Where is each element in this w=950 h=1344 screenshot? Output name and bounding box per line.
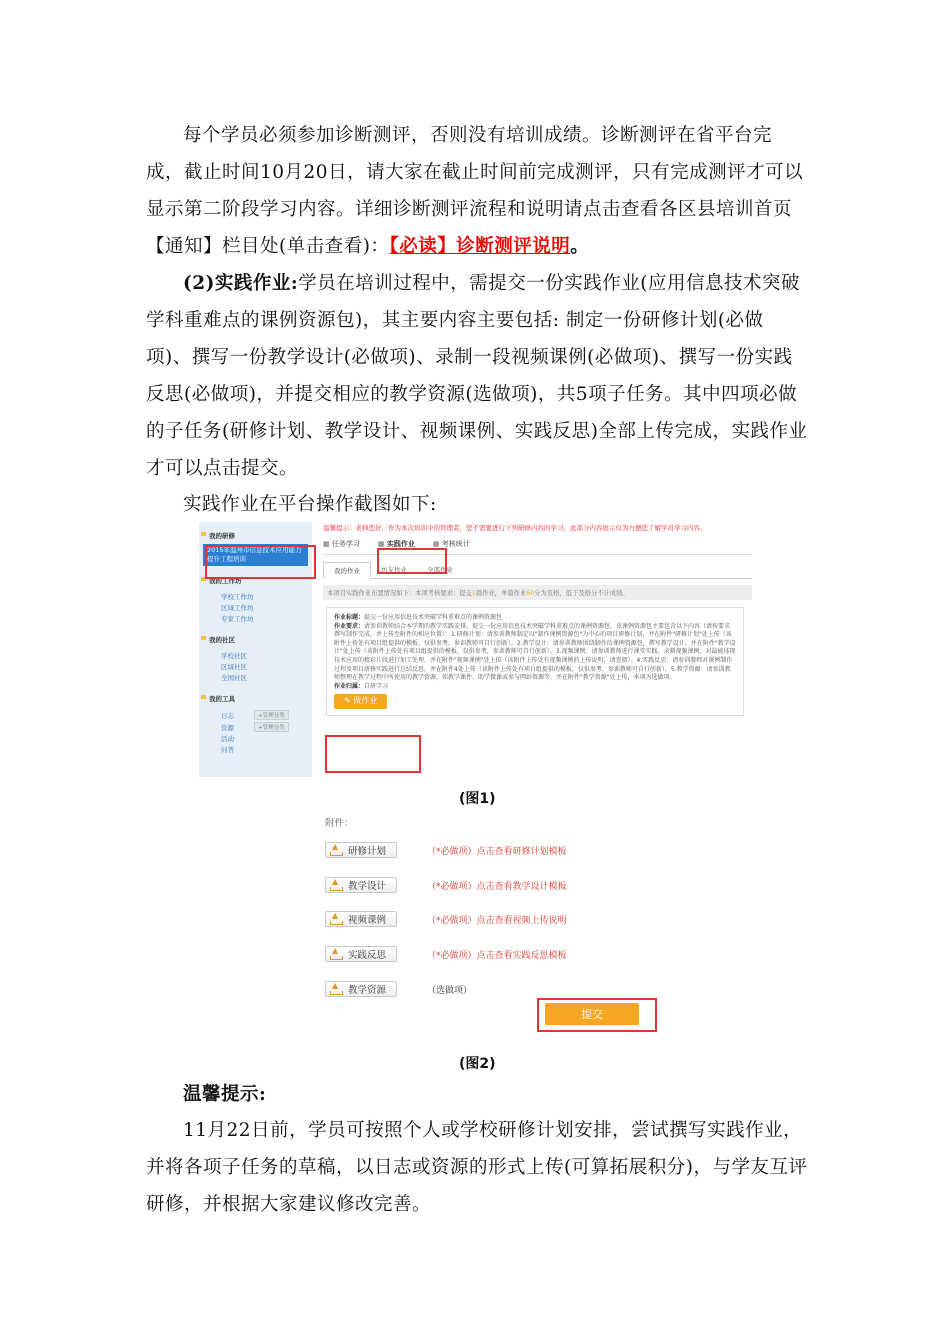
reflection-template-link[interactable]: （*必做项）点击查看实践反思模板 [427, 950, 567, 961]
tab-task-study[interactable]: ▦ 任务学习 [323, 539, 360, 549]
paragraph-screenshot-intro: 实践作业在平台操作截图如下: [183, 494, 437, 515]
sidebar-item-region-community[interactable]: 区域社区 [221, 663, 247, 671]
upload-icon [329, 879, 343, 891]
attachment-row [325, 910, 567, 928]
figure-2-attachments [322, 812, 662, 1037]
attachment-row [325, 945, 567, 963]
sidebar-item-training[interactable]: 2015年温州市信息技术应用能力提升工程培训 [203, 544, 308, 566]
figure-1-screenshot [199, 522, 752, 777]
upload-design-button[interactable]: ▲ 教学设计 [325, 877, 397, 893]
attachment-row [325, 876, 567, 894]
highlight-box [377, 548, 447, 574]
paragraph-tips: 11月22日前，学员可按照个人或学校研修计划安排，尝试撰写实践作业，并将各项子任务的草稿，以日志或资源的形式上传(可算拓展积分)，与学友互评研修，并根据大家建议修改完善。 [146, 1120, 808, 1215]
tab-assessment[interactable]: ▦ 考核统计 [433, 539, 470, 549]
sidebar-item-expert-studio[interactable]: 专家工作坊 [221, 615, 254, 623]
sidebar-item-school-community[interactable]: 学校社区 [221, 652, 247, 660]
caption-figure-2: (图2) [459, 1056, 496, 1072]
upload-icon [329, 844, 343, 856]
upload-resource-button[interactable]: ▲ 教学资源 [325, 981, 397, 997]
upload-reflection-button[interactable]: ▲ 实践反思 [325, 946, 397, 962]
sidebar-head-my-training: 我的研修 [199, 528, 312, 542]
caption-figure-1: (图1) [459, 791, 496, 807]
paragraph-assessment: 每个学员必须参加诊断测评，否则没有培训成绩。诊断测评在省平台完成，截止时间10月20日，请大家在截止时间前完成测评，只有完成测评才可以显示第二阶段学习内容。详细诊断测评流程和说明请点击查看各区县培训首页【通知】栏目处(单击查看)：【必读】诊断测评说明。 [146, 125, 804, 257]
attachment-title: 附件： [325, 818, 354, 829]
upload-icon [329, 983, 343, 995]
sidebar-head-my-community: 我的社区 [199, 632, 312, 646]
plan-template-link[interactable]: （*必做项）点击查看研修计划模板 [427, 846, 567, 857]
paragraph-practice: (2)实践作业:学员在培训过程中，需提交一份实践作业(应用信息技术突破学科重难点的课例资源包)，其主要内容主要包括: 制定一份研修计划(必做项)、撰写一份教学设计(必做项)、录制一段视频课例(必做项)、撰写一份实践反思(必做项)，并提交相应的教学资源(选做项)，共5项子任务。其中四项必做的子任务(研修计划、教学设计、视频课例、实践反思)全部上传完成，实践作业才可以点击提交。 [146, 273, 808, 479]
tips-heading: 温馨提示: [183, 1084, 267, 1105]
optional-label: （选做项） [427, 985, 473, 996]
homework-requirements: 作业要求：请参训教师结合本学期的教学实践安排，提交一份应用信息技术突破学科重难点的课例资源包，该课例资源包主要包含以下内容（请按要求撰写制作完成，并上传至附件的相应位置）：1.研修计划：请参训教师制定以"制作课例资源包"为中心的项目研修计划，并在附件"研修计划"处上传（该附件上传处有项目组提供的模板，仅供参考，参训教师可自行创新）。2.教学设计：请参训教师围绕制作的课例资源包，撰写教学设计，并在附件"教学设计"处上传（该附件上传处有项目组提供的模板，仅供参考，参训教师可自行创新）。3.视频课例：请参训教师进行课堂实践，录制视频课例；对最能体现技术应用的精彩片段进行加工处理，并在附件"视频课例"处上传（该附件上传处有视频课例的上传说明，请查阅）。4.实践反思：请参训教师对课例制作过程及项目研修实践进行总结反思，并在附件4处上传（该附件上传处有项目组提供的模板，仅供参考，参训教师可自行创新）。5.教学资源：请参训教师整理在教学过程中所使用的教学资源，如教学课件、助学微课或参与网站资源等，并在附件"教学资源"处上传，本项为选做项。 [334, 622, 736, 682]
highlight-box [537, 998, 657, 1032]
manage-category-button[interactable]: +管理分类 [254, 722, 289, 732]
highlight-box [205, 545, 316, 579]
homework-title: 作业标题：提交一份应用信息技术突破学科重难点的课例资源包 [334, 614, 503, 621]
do-homework-button[interactable]: ✎ 做作业 [334, 694, 387, 709]
attachment-row [325, 841, 567, 859]
sidebar-item-activity[interactable]: 活动 [221, 735, 234, 743]
video-instructions-link[interactable]: （*必做项）点击查看视频上传说明 [427, 915, 567, 926]
design-template-link[interactable]: （*必做项）点击查看教学设计模板 [427, 881, 567, 892]
sidebar-item-resource[interactable]: 资源 +管理分类 [199, 721, 312, 733]
edit-icon: ✎ [344, 696, 354, 706]
upload-icon [329, 913, 343, 925]
practice-heading: (2)实践作业: [183, 273, 299, 294]
requirement-info: 本项目实践作业布置情况如下：本项考核要求：提交1篇作业，单篇作业60分为及格，低于及格分不计成绩。 [323, 585, 752, 600]
sidebar-item-blog[interactable]: 日志 +管理分类 [199, 709, 312, 721]
sidebar-head-my-studio: 我的工作坊 [199, 573, 312, 587]
sidebar-item-region-studio[interactable]: 区域工作坊 [221, 604, 254, 612]
must-read-link[interactable]: 【必读】诊断测评说明 [389, 236, 571, 257]
tab-practice[interactable]: ▦ 实践作业 [378, 539, 415, 549]
tab-peer-work[interactable]: 坊友作业 [381, 566, 407, 574]
manage-category-button[interactable]: +管理分类 [254, 710, 289, 720]
tab-my-work[interactable]: 我的作业 [323, 562, 371, 579]
homework-card [326, 607, 744, 716]
sidebar-item-school-studio[interactable]: 学校工作坊 [221, 593, 254, 601]
submit-button[interactable]: 提交 [545, 1003, 639, 1025]
upload-video-button[interactable]: ▲ 视频课例 [325, 911, 397, 927]
highlight-box [325, 735, 421, 773]
tab-all-work[interactable]: 全部作业 [427, 566, 453, 574]
sidebar-item-national-community[interactable]: 全国社区 [221, 674, 247, 682]
upload-icon [329, 948, 343, 960]
sidebar-item-qa[interactable]: 问答 [221, 746, 234, 754]
manager-tip: 温馨提示：老师您好，作为本次培训中的管理者，您不需要进行下列研修内容的学习，此部分内容展示仅为方便您了解学员学习内容。 [323, 524, 707, 532]
homework-form: 作业归属：自研学习 [334, 682, 389, 690]
upload-plan-button[interactable]: ▲ 研修计划 [325, 842, 397, 858]
attachment-row [325, 980, 472, 998]
sidebar-head-my-tools: 我的工具 [199, 691, 312, 705]
